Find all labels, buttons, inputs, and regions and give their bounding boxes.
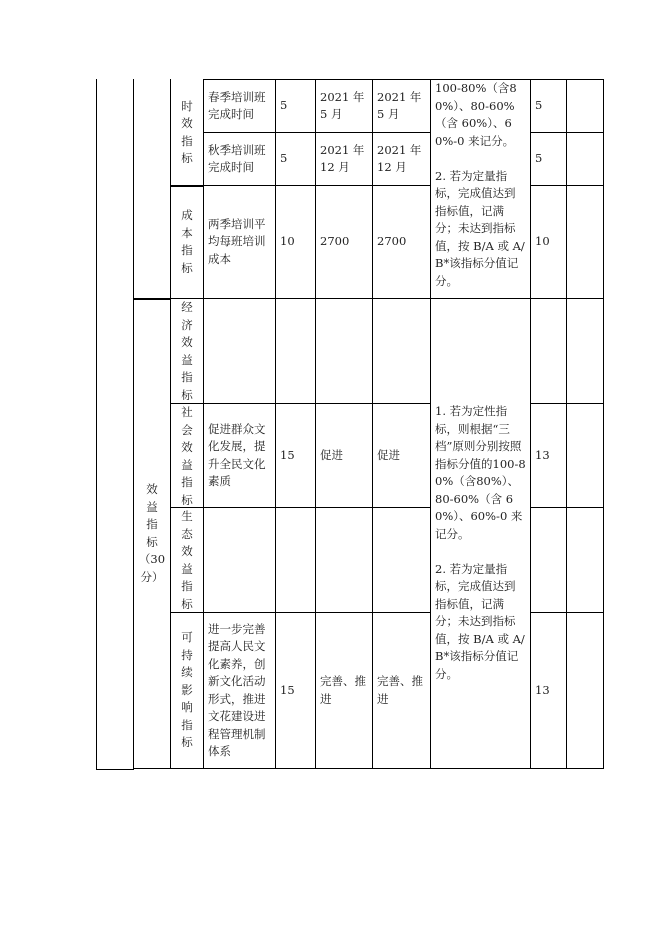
indicator-actual xyxy=(372,507,431,613)
indicator-actual: 2021 年 5 月 xyxy=(372,79,431,133)
indicator-score: 5 xyxy=(530,132,567,186)
indicator-weight: 5 xyxy=(275,79,316,133)
cost-indicator: 成 本 指 标 xyxy=(170,185,204,299)
level2-cell-output xyxy=(133,79,171,300)
remark-cell xyxy=(566,79,604,133)
indicator-score xyxy=(530,507,567,613)
indicator-weight xyxy=(275,507,316,613)
indicator-score: 13 xyxy=(530,612,567,769)
indicator-weight: 15 xyxy=(275,403,316,508)
indicator-target xyxy=(315,507,373,613)
indicator-actual: 完善、推进 xyxy=(372,612,431,769)
sustainable-indicator: 可 持 续 影 响 指 标 xyxy=(170,612,204,769)
remark-cell xyxy=(566,507,604,613)
scoring-rule: 100-80%（含80%）、80-60%（含 60%）、60%-0 来记分。 2. 若为定量指标，完成值达到指标值，记满分；未达到指标值，按 B/A 或 A/B*该指标分值记分。 xyxy=(430,79,531,299)
indicator-name: 两季培训平均每班培训成本 xyxy=(203,185,276,299)
indicator-target: 2700 xyxy=(315,185,373,299)
social-indicator: 社 会 效 益 指 标 xyxy=(170,403,204,508)
indicator-score: 5 xyxy=(530,79,567,133)
indicator-actual: 2700 xyxy=(372,185,431,299)
indicator-target: 促进 xyxy=(315,403,373,508)
ecological-indicator: 生 态 效 益 指 标 xyxy=(170,507,204,613)
remark-cell xyxy=(566,403,604,508)
indicator-target: 完善、推进 xyxy=(315,612,373,769)
indicator-weight: 5 xyxy=(275,132,316,186)
indicator-target: 2021 年 5 月 xyxy=(315,79,373,133)
indicator-name xyxy=(203,298,276,404)
level2-effect-indicator: 效 益 指 标 （30 分） xyxy=(133,298,171,769)
indicator-actual xyxy=(372,298,431,404)
indicator-weight: 15 xyxy=(275,612,316,769)
indicator-target: 2021 年 12 月 xyxy=(315,132,373,186)
indicator-weight: 10 xyxy=(275,185,316,299)
indicator-actual: 促进 xyxy=(372,403,431,508)
level1-cell xyxy=(96,79,134,770)
remark-cell xyxy=(566,298,604,404)
economic-indicator: 经 济 效 益 指 标 xyxy=(170,298,204,404)
remark-cell xyxy=(566,185,604,299)
indicator-score: 10 xyxy=(530,185,567,299)
indicator-score: 13 xyxy=(530,403,567,508)
indicator-score xyxy=(530,298,567,404)
indicator-name: 促进群众文化发展，提升全民文化素质 xyxy=(203,403,276,508)
indicator-actual: 2021 年 12 月 xyxy=(372,132,431,186)
indicator-name: 秋季培训班完成时间 xyxy=(203,132,276,186)
indicator-name xyxy=(203,507,276,613)
indicator-target xyxy=(315,298,373,404)
time-indicator: 时 效 指 标 xyxy=(170,79,204,187)
remark-cell xyxy=(566,612,604,769)
scoring-rule: 1. 若为定性指标，则根据“三档”原则分别按照指标分值的100-80%（含80%）、80-60%（含 60%）、60%-0 来记分。 2. 若为定量指标，完成值达到指标值，记满分；未达到指标值，按 B/A 或 A/B*该指标分值记分。 xyxy=(430,298,531,769)
indicator-weight xyxy=(275,298,316,404)
remark-cell xyxy=(566,132,604,186)
indicator-name: 进一步完善提高人民文化素养，创新文化活动形式，推进文花建设进程管理机制体系 xyxy=(203,612,276,769)
indicator-name: 春季培训班完成时间 xyxy=(203,79,276,133)
